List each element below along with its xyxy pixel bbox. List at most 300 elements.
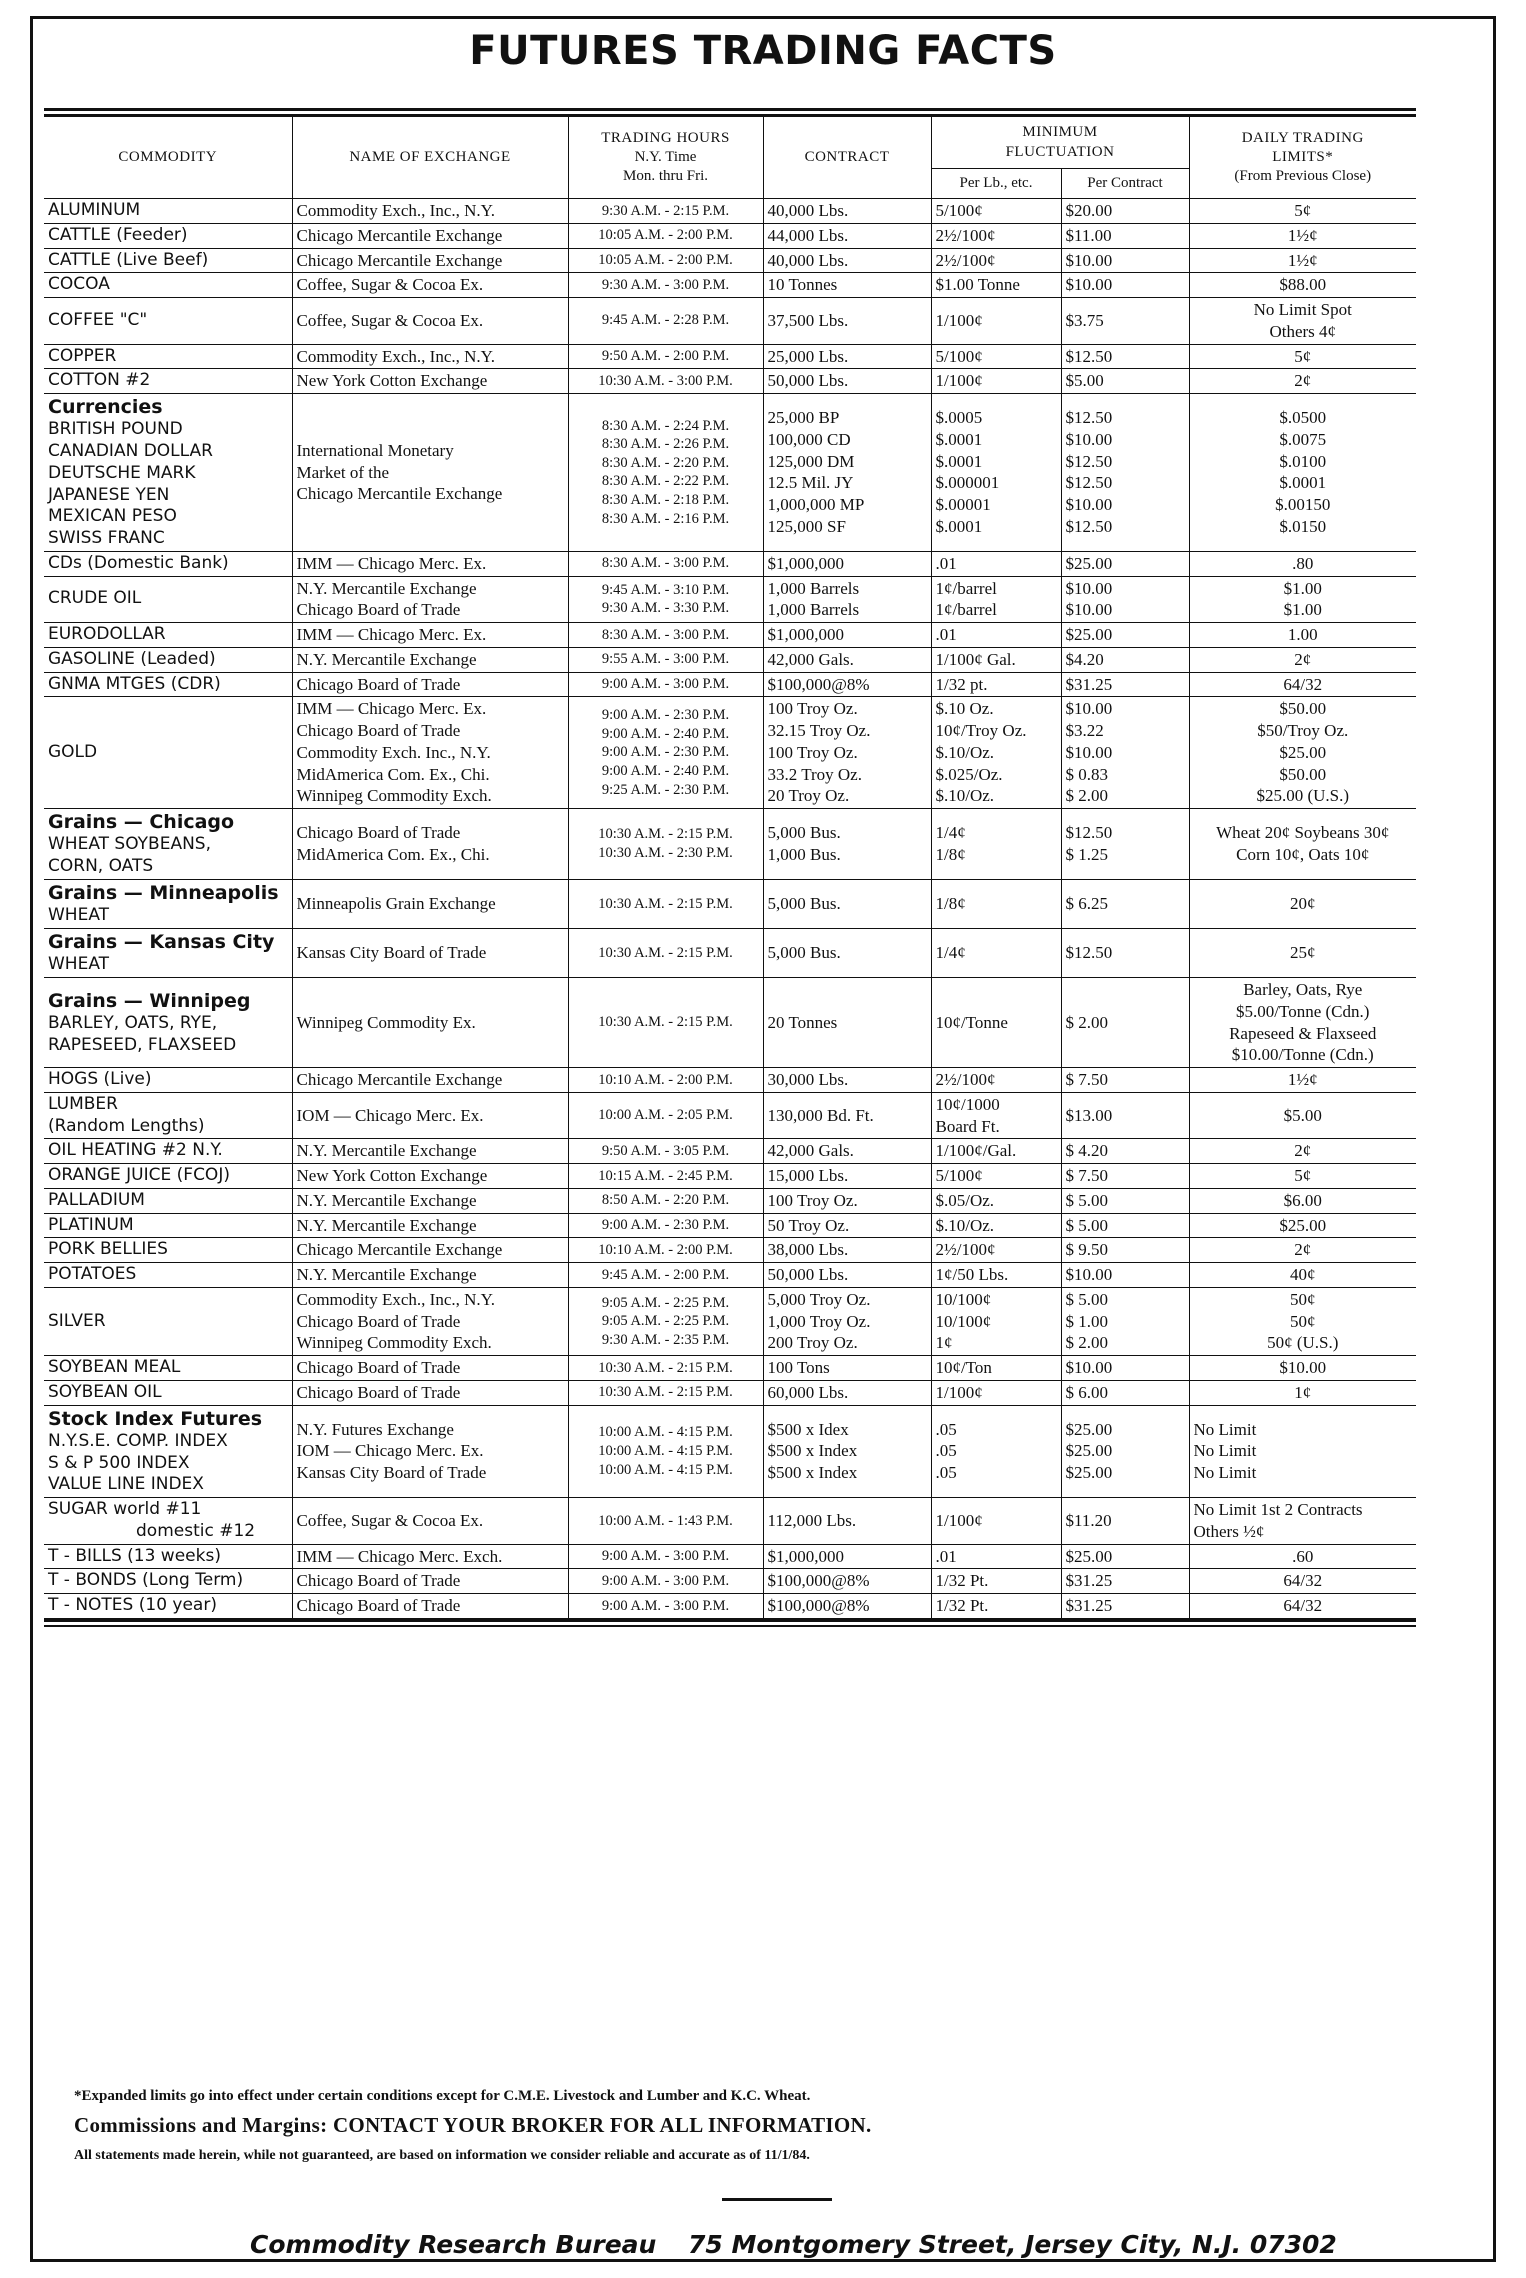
contract-cell [763, 672, 931, 697]
commodity-cell [44, 1498, 292, 1545]
daily-limit-line: 1.00 [1287, 625, 1318, 645]
table-row [44, 1380, 1416, 1405]
exchange-line: Chicago Board of Trade [296, 674, 461, 694]
header-hours-sub2: Mon. thru Fri. [622, 168, 708, 185]
min-fluct-per-unit-line: 1/100¢ [935, 371, 983, 391]
commodity-line: COCOA [48, 274, 110, 295]
contract-cell [763, 369, 931, 394]
commodity-group-label: Currencies [48, 396, 163, 418]
contract-line: $500 x Index [767, 1441, 858, 1461]
contract-line: 1,000 Troy Oz. [767, 1311, 871, 1331]
trading-hours-cell [568, 1594, 763, 1619]
table-row [44, 1544, 1416, 1569]
exchange-line: Winnipeg Commodity Ex. [296, 1012, 476, 1032]
commodity-cell [44, 1405, 292, 1498]
header-daily-limits [1189, 117, 1416, 199]
trading-hours-cell [568, 672, 763, 697]
trading-hours-cell [568, 1356, 763, 1381]
trading-hours-cell [568, 298, 763, 345]
min-fluct-per-contract-line: $12.50 [1065, 943, 1113, 963]
commodity-line: JAPANESE YEN [48, 484, 170, 505]
min-fluct-per-contract-line: $ 4.20 [1065, 1141, 1108, 1161]
min-fluct-per-unit-line: $.0001 [935, 429, 983, 449]
commodity-cell [44, 879, 292, 928]
daily-limit-line: 64/32 [1283, 1571, 1323, 1591]
min-fluct-per-contract-line: $12.50 [1065, 346, 1113, 366]
min-fluct-per-unit-line: 1/32 Pt. [935, 1571, 989, 1591]
trading-hours-line: 10:30 A.M. - 2:15 P.M. [598, 826, 733, 843]
commodity-group-label: Grains — Chicago [48, 811, 235, 834]
exchange-line: Kansas City Board of Trade [296, 1463, 487, 1483]
contract-line: 25,000 Lbs. [767, 346, 849, 366]
trading-hours-cell [568, 1498, 763, 1545]
bottom-double-rule [44, 1619, 1416, 1627]
exchange-cell [292, 647, 568, 672]
header-limits-line3: (From Previous Close) [1234, 168, 1372, 185]
min-fluct-per-contract-line: $3.75 [1065, 310, 1104, 330]
contract-line: 100 Troy Oz. [767, 699, 858, 719]
min-fluct-per-contract-line: $ 0.83 [1065, 764, 1108, 784]
trading-hours-cell [568, 1405, 763, 1498]
exchange-cell [292, 199, 568, 224]
table-row [44, 1263, 1416, 1288]
min-fluct-per-unit-cell [931, 1356, 1061, 1381]
daily-limit-line: $.0500 [1279, 408, 1327, 428]
min-fluct-per-unit-cell [931, 647, 1061, 672]
exchange-line: Commodity Exch., Inc., N.Y. [296, 346, 495, 366]
trading-hours-cell [568, 809, 763, 880]
contract-cell [763, 248, 931, 273]
min-fluct-per-unit-line: 2½/100¢ [935, 225, 996, 245]
min-fluct-per-unit-cell [931, 1594, 1061, 1619]
commodity-cell [44, 978, 292, 1068]
min-fluct-per-unit-cell [931, 576, 1061, 623]
trading-hours-line: 9:00 A.M. - 2:30 P.M. [601, 1217, 730, 1234]
trading-hours-line: 9:25 A.M. - 2:30 P.M. [601, 781, 730, 798]
contract-line: 40,000 Lbs. [767, 201, 849, 220]
exchange-line: N.Y. Mercantile Exchange [296, 649, 477, 669]
daily-limit-cell [1189, 369, 1416, 394]
trading-hours-line: 9:00 A.M. - 2:40 P.M. [601, 762, 730, 779]
min-fluct-per-contract-line: $10.00 [1065, 578, 1113, 598]
min-fluct-per-unit-line: $1.00 Tonne [935, 275, 1020, 295]
commodity-line: S & P 500 INDEX [48, 1452, 190, 1473]
min-fluct-per-contract-line: $20.00 [1065, 201, 1113, 220]
min-fluct-per-unit-cell [931, 1092, 1061, 1139]
exchange-cell [292, 1544, 568, 1569]
trading-hours-line: 8:30 A.M. - 3:00 P.M. [601, 626, 730, 643]
exchange-line: Winnipeg Commodity Exch. [296, 1333, 492, 1353]
trading-hours-cell [568, 623, 763, 648]
min-fluct-per-unit-cell [931, 1544, 1061, 1569]
min-fluct-per-unit-line: $.0005 [935, 408, 983, 428]
contract-line: 125,000 DM [767, 451, 855, 471]
min-fluct-per-unit-cell [931, 1263, 1061, 1288]
contract-line: 20 Tonnes [767, 1012, 838, 1032]
min-fluct-per-unit-line: 10¢/Tonne [935, 1012, 1008, 1032]
min-fluct-per-contract-line: $ 9.50 [1065, 1240, 1108, 1260]
min-fluct-per-unit-line: 10/100¢ [935, 1289, 992, 1309]
commodity-line: N.Y.S.E. COMP. INDEX [48, 1430, 228, 1451]
daily-limit-cell [1189, 623, 1416, 648]
commodity-line: GOLD [48, 741, 98, 762]
trading-hours-cell [568, 1569, 763, 1594]
daily-limit-line: No Limit 1st 2 Contracts [1193, 1500, 1363, 1520]
min-fluct-per-contract-line: $ 2.00 [1065, 786, 1108, 806]
commodity-line: POTATOES [48, 1264, 137, 1284]
daily-limit-cell [1189, 879, 1416, 928]
min-fluct-per-contract-line: $ 5.00 [1065, 1215, 1108, 1235]
contract-cell [763, 1287, 931, 1355]
exchange-cell [292, 576, 568, 623]
contract-line: $500 x Index [767, 1463, 858, 1483]
commodity-line: COTTON #2 [48, 370, 151, 391]
min-fluct-per-contract-line: $25.00 [1065, 1546, 1113, 1566]
exchange-cell [292, 978, 568, 1068]
commodity-line: GNMA MTGES (CDR) [48, 673, 221, 694]
exchange-line: Chicago Mercantile Exchange [296, 1070, 503, 1089]
trading-hours-cell [568, 1380, 763, 1405]
contract-cell [763, 1594, 931, 1619]
min-fluct-per-contract-cell [1061, 1263, 1189, 1288]
daily-limit-line: $.0100 [1279, 451, 1327, 471]
min-fluct-per-contract-cell [1061, 623, 1189, 648]
contract-cell [763, 1238, 931, 1263]
min-fluct-per-unit-line: 1¢/50 Lbs. [935, 1265, 1009, 1284]
contract-line: 33.2 Troy Oz. [767, 764, 862, 784]
min-fluct-per-unit-line: 1/4¢ [935, 943, 966, 963]
table-row [44, 1594, 1416, 1619]
exchange-line: Chicago Board of Trade [296, 823, 461, 843]
exchange-line: Commodity Exch., Inc., N.Y. [296, 201, 495, 220]
exchange-line: IMM — Chicago Merc. Exch. [296, 1546, 503, 1566]
min-fluct-per-contract-cell [1061, 1068, 1189, 1093]
min-fluct-per-contract-line: $25.00 [1065, 1419, 1113, 1439]
min-fluct-per-unit-line: 5/100¢ [935, 1166, 983, 1185]
table-row [44, 1139, 1416, 1164]
min-fluct-per-unit-cell [931, 1569, 1061, 1594]
commodity-line: CORN, OATS [48, 856, 154, 877]
commodity-cell [44, 298, 292, 345]
exchange-line: Chicago Mercantile Exchange [296, 1240, 503, 1260]
trading-hours-line: 9:00 A.M. - 3:00 P.M. [601, 1572, 730, 1589]
header-per-contract: Per Contract [1061, 169, 1189, 199]
commodity-cell [44, 1569, 292, 1594]
daily-limit-line: 25¢ [1290, 943, 1316, 963]
header-limits-line1: DAILY TRADING [1241, 129, 1364, 146]
commodity-line: HOGS (Live) [48, 1069, 152, 1089]
trading-hours-line: 8:50 A.M. - 2:20 P.M. [601, 1192, 730, 1209]
exchange-line: International Monetary [296, 440, 454, 460]
contract-line: 112,000 Lbs. [767, 1510, 857, 1530]
min-fluct-per-contract-cell [1061, 199, 1189, 224]
exchange-line: Coffee, Sugar & Cocoa Ex. [296, 1510, 484, 1530]
min-fluct-per-contract-cell [1061, 1498, 1189, 1545]
min-fluct-per-unit-line: 1¢/barrel [935, 600, 997, 620]
publisher-name: Commodity Research Bureau [250, 2230, 657, 2259]
contract-line: 30,000 Lbs. [767, 1070, 849, 1089]
top-double-rule [44, 108, 1416, 116]
contract-line: 50,000 Lbs. [767, 371, 849, 391]
table-row [44, 576, 1416, 623]
exchange-cell [292, 1213, 568, 1238]
min-fluct-per-unit-cell [931, 879, 1061, 928]
commodity-cell [44, 928, 292, 977]
min-fluct-per-unit-line: $.10/Oz. [935, 742, 995, 762]
commodity-group-label: Stock Index Futures [48, 1407, 263, 1430]
header-per-lb: Per Lb., etc. [931, 169, 1061, 199]
min-fluct-per-unit-line: .05 [935, 1419, 957, 1439]
trading-hours-cell [568, 1263, 763, 1288]
contract-line: 1,000 Barrels [767, 600, 860, 620]
min-fluct-per-unit-cell [931, 394, 1061, 552]
commodity-cell [44, 1188, 292, 1213]
contract-line: 32.15 Troy Oz. [767, 721, 871, 741]
trading-hours-cell [568, 223, 763, 248]
daily-limit-line: 50¢ [1290, 1311, 1316, 1331]
exchange-line: Chicago Board of Trade [296, 1571, 461, 1591]
contract-cell [763, 298, 931, 345]
trading-hours-cell [568, 1188, 763, 1213]
commodity-line: COPPER [48, 345, 117, 366]
contract-line: 125,000 SF [767, 516, 846, 536]
min-fluct-per-unit-line: 1/32 Pt. [935, 1596, 989, 1616]
commodity-line: PLATINUM [48, 1214, 134, 1235]
daily-limit-cell [1189, 344, 1416, 369]
table-row [44, 1188, 1416, 1213]
commodity-cell [44, 1068, 292, 1093]
daily-limit-line: $25.00 [1279, 742, 1327, 762]
min-fluct-per-unit-line: $.05/Oz. [935, 1190, 995, 1210]
contract-line: 37,500 Lbs. [767, 310, 849, 330]
daily-limit-line: 2¢ [1294, 1141, 1312, 1161]
trading-hours-cell [568, 199, 763, 224]
commodity-line: T - BILLS (13 weeks) [48, 1545, 221, 1566]
daily-limit-cell [1189, 1498, 1416, 1545]
commodity-line: (Random Lengths) [48, 1115, 205, 1136]
min-fluct-per-unit-line: $.10 Oz. [935, 699, 994, 719]
contract-cell [763, 199, 931, 224]
daily-limit-line: $50.00 [1279, 764, 1327, 784]
min-fluct-per-contract-cell [1061, 647, 1189, 672]
min-fluct-per-contract-cell [1061, 1213, 1189, 1238]
daily-limit-line: .80 [1292, 553, 1314, 573]
exchange-cell [292, 298, 568, 345]
contract-line: $100,000@8% [767, 1571, 870, 1591]
exchange-line: Minneapolis Grain Exchange [296, 894, 496, 914]
exchange-line: Market of the [296, 462, 390, 482]
exchange-cell [292, 1238, 568, 1263]
daily-limit-cell [1189, 1594, 1416, 1619]
min-fluct-per-contract-cell [1061, 1238, 1189, 1263]
trading-hours-line: 9:45 A.M. - 3:10 P.M. [601, 581, 730, 598]
table-row [44, 1068, 1416, 1093]
min-fluct-per-contract-line: $5.00 [1065, 371, 1104, 391]
commodity-cell [44, 1287, 292, 1355]
exchange-cell [292, 1287, 568, 1355]
daily-limit-line: $1.00 [1283, 600, 1322, 620]
daily-limit-line: 1½¢ [1287, 1070, 1318, 1089]
contract-cell [763, 1263, 931, 1288]
daily-limit-line: 1½¢ [1287, 225, 1318, 245]
table-row [44, 697, 1416, 809]
commodity-cell [44, 1356, 292, 1381]
daily-limit-line: $6.00 [1283, 1190, 1322, 1210]
exchange-cell [292, 1139, 568, 1164]
contract-cell [763, 1188, 931, 1213]
commodity-line: DEUTSCHE MARK [48, 462, 196, 483]
daily-limit-line: 2¢ [1294, 371, 1312, 391]
exchange-cell [292, 623, 568, 648]
trading-hours-line: 9:00 A.M. - 3:00 P.M. [601, 676, 730, 693]
trading-hours-line: 10:00 A.M. - 4:15 P.M. [598, 1461, 733, 1478]
min-fluct-per-contract-line: $10.00 [1065, 250, 1113, 270]
min-fluct-per-unit-line: 10¢/Troy Oz. [935, 721, 1027, 741]
trading-hours-line: 8:30 A.M. - 2:20 P.M. [601, 454, 730, 471]
header-row-1 [44, 117, 1416, 169]
commodity-line: domestic #12 [136, 1520, 256, 1541]
contract-cell [763, 647, 931, 672]
daily-limit-cell [1189, 273, 1416, 298]
contract-cell [763, 1405, 931, 1498]
trading-hours-line: 10:30 A.M. - 2:30 P.M. [598, 844, 733, 861]
table-row [44, 1287, 1416, 1355]
contract-cell [763, 1356, 931, 1381]
commodity-line: ORANGE JUICE (FCOJ) [48, 1165, 230, 1185]
futures-table-body [44, 199, 1416, 1619]
min-fluct-per-unit-cell [931, 928, 1061, 977]
exchange-line: Commodity Exch., Inc., N.Y. [296, 1289, 495, 1309]
exchange-cell [292, 1380, 568, 1405]
min-fluct-per-contract-cell [1061, 1164, 1189, 1189]
trading-hours-cell [568, 273, 763, 298]
min-fluct-per-unit-cell [931, 1380, 1061, 1405]
contract-cell [763, 1569, 931, 1594]
daily-limit-line: $.0001 [1279, 473, 1327, 493]
table-row [44, 298, 1416, 345]
min-fluct-per-unit-line: 5/100¢ [935, 346, 983, 366]
trading-hours-line: 10:00 A.M. - 4:15 P.M. [598, 1424, 733, 1441]
contract-cell [763, 223, 931, 248]
commodity-cell [44, 199, 292, 224]
min-fluct-per-contract-line: $31.25 [1065, 1571, 1113, 1591]
daily-limit-line: 2¢ [1294, 1240, 1312, 1260]
daily-limit-cell [1189, 1092, 1416, 1139]
daily-limit-line: 1¢ [1294, 1382, 1312, 1402]
min-fluct-per-contract-cell [1061, 697, 1189, 809]
min-fluct-per-unit-cell [931, 1213, 1061, 1238]
daily-limit-line: 50¢ (U.S.) [1267, 1333, 1339, 1353]
min-fluct-per-unit-cell [931, 1238, 1061, 1263]
exchange-cell [292, 273, 568, 298]
min-fluct-per-contract-line: $10.00 [1065, 1358, 1113, 1377]
min-fluct-per-contract-line: $10.00 [1065, 742, 1113, 762]
daily-limit-cell [1189, 199, 1416, 224]
commodity-cell [44, 248, 292, 273]
min-fluct-per-unit-cell [931, 623, 1061, 648]
daily-limit-line: No Limit Spot [1253, 300, 1352, 319]
header-hours-sub1: N.Y. Time [634, 148, 697, 165]
min-fluct-per-unit-line: 10¢/1000 [935, 1094, 1000, 1114]
contract-line: 1,000 Barrels [767, 578, 860, 598]
exchange-cell [292, 1188, 568, 1213]
contract-line: 5,000 Bus. [767, 894, 841, 914]
daily-limit-line: Wheat 20¢ Soybeans 30¢ [1216, 823, 1390, 843]
daily-limit-line: $.0150 [1279, 516, 1327, 536]
contract-cell [763, 928, 931, 977]
exchange-line: N.Y. Mercantile Exchange [296, 1215, 477, 1235]
trading-hours-line: 10:30 A.M. - 3:00 P.M. [598, 372, 733, 389]
trading-hours-line: 10:05 A.M. - 2:00 P.M. [598, 227, 733, 244]
min-fluct-per-unit-line: 1¢/barrel [935, 578, 997, 598]
commodity-cell [44, 1594, 292, 1619]
contract-line: 20 Troy Oz. [767, 786, 850, 806]
publisher-address: 75 Montgomery Street, Jersey City, N.J. 07302 [688, 2230, 1337, 2259]
daily-limit-line: 2¢ [1294, 649, 1312, 669]
commodity-line: LUMBER [48, 1093, 118, 1114]
daily-limit-line: $1.00 [1283, 578, 1322, 598]
trading-hours-line: 9:00 A.M. - 2:30 P.M. [601, 707, 730, 724]
min-fluct-per-contract-line: $10.00 [1065, 429, 1113, 449]
header-trading-hours [568, 117, 763, 199]
exchange-line: N.Y. Mercantile Exchange [296, 1190, 477, 1210]
trading-hours-cell [568, 576, 763, 623]
min-fluct-per-contract-line: $4.20 [1065, 649, 1104, 669]
min-fluct-per-contract-line: $25.00 [1065, 1441, 1113, 1461]
header-min-fluctuation [931, 117, 1189, 169]
footer-separator [722, 2198, 832, 2201]
commodity-cell [44, 344, 292, 369]
contract-cell [763, 879, 931, 928]
commodity-group-label: Grains — Winnipeg [48, 989, 251, 1012]
commodity-cell [44, 1139, 292, 1164]
min-fluct-per-contract-line: $ 1.25 [1065, 844, 1108, 864]
min-fluct-per-unit-line: 10¢/Ton [935, 1358, 992, 1377]
min-fluct-per-contract-cell [1061, 273, 1189, 298]
commodity-cell [44, 394, 292, 552]
daily-limit-cell [1189, 1544, 1416, 1569]
daily-limit-line: Others ½¢ [1193, 1521, 1265, 1541]
commodity-group-label: Grains — Minneapolis [48, 881, 279, 904]
daily-limit-line: 5¢ [1294, 1166, 1312, 1185]
commodity-line: WHEAT [48, 905, 110, 926]
min-fluct-per-unit-line: $.0001 [935, 516, 983, 536]
contract-cell [763, 1139, 931, 1164]
exchange-line: Chicago Board of Trade [296, 721, 461, 741]
trading-hours-line: 9:00 A.M. - 2:30 P.M. [601, 744, 730, 761]
daily-limit-cell [1189, 223, 1416, 248]
exchange-cell [292, 809, 568, 880]
min-fluct-per-contract-line: $25.00 [1065, 1463, 1113, 1483]
min-fluct-per-unit-line: 5/100¢ [935, 201, 983, 220]
min-fluct-per-contract-line: $ 6.00 [1065, 1382, 1108, 1402]
trading-hours-cell [568, 394, 763, 552]
commodity-cell [44, 551, 292, 576]
contract-line: 5,000 Bus. [767, 943, 841, 963]
contract-cell [763, 1544, 931, 1569]
daily-limit-line: $50/Troy Oz. [1257, 721, 1349, 741]
daily-limit-line: 5¢ [1294, 346, 1312, 366]
contract-cell [763, 394, 931, 552]
min-fluct-per-unit-cell [931, 1164, 1061, 1189]
header-exchange: NAME OF EXCHANGE [292, 117, 568, 199]
daily-limit-cell [1189, 394, 1416, 552]
min-fluct-per-unit-cell [931, 1405, 1061, 1498]
min-fluct-per-contract-cell [1061, 1544, 1189, 1569]
daily-limit-cell [1189, 298, 1416, 345]
commodity-cell [44, 1263, 292, 1288]
min-fluct-per-unit-cell [931, 978, 1061, 1068]
